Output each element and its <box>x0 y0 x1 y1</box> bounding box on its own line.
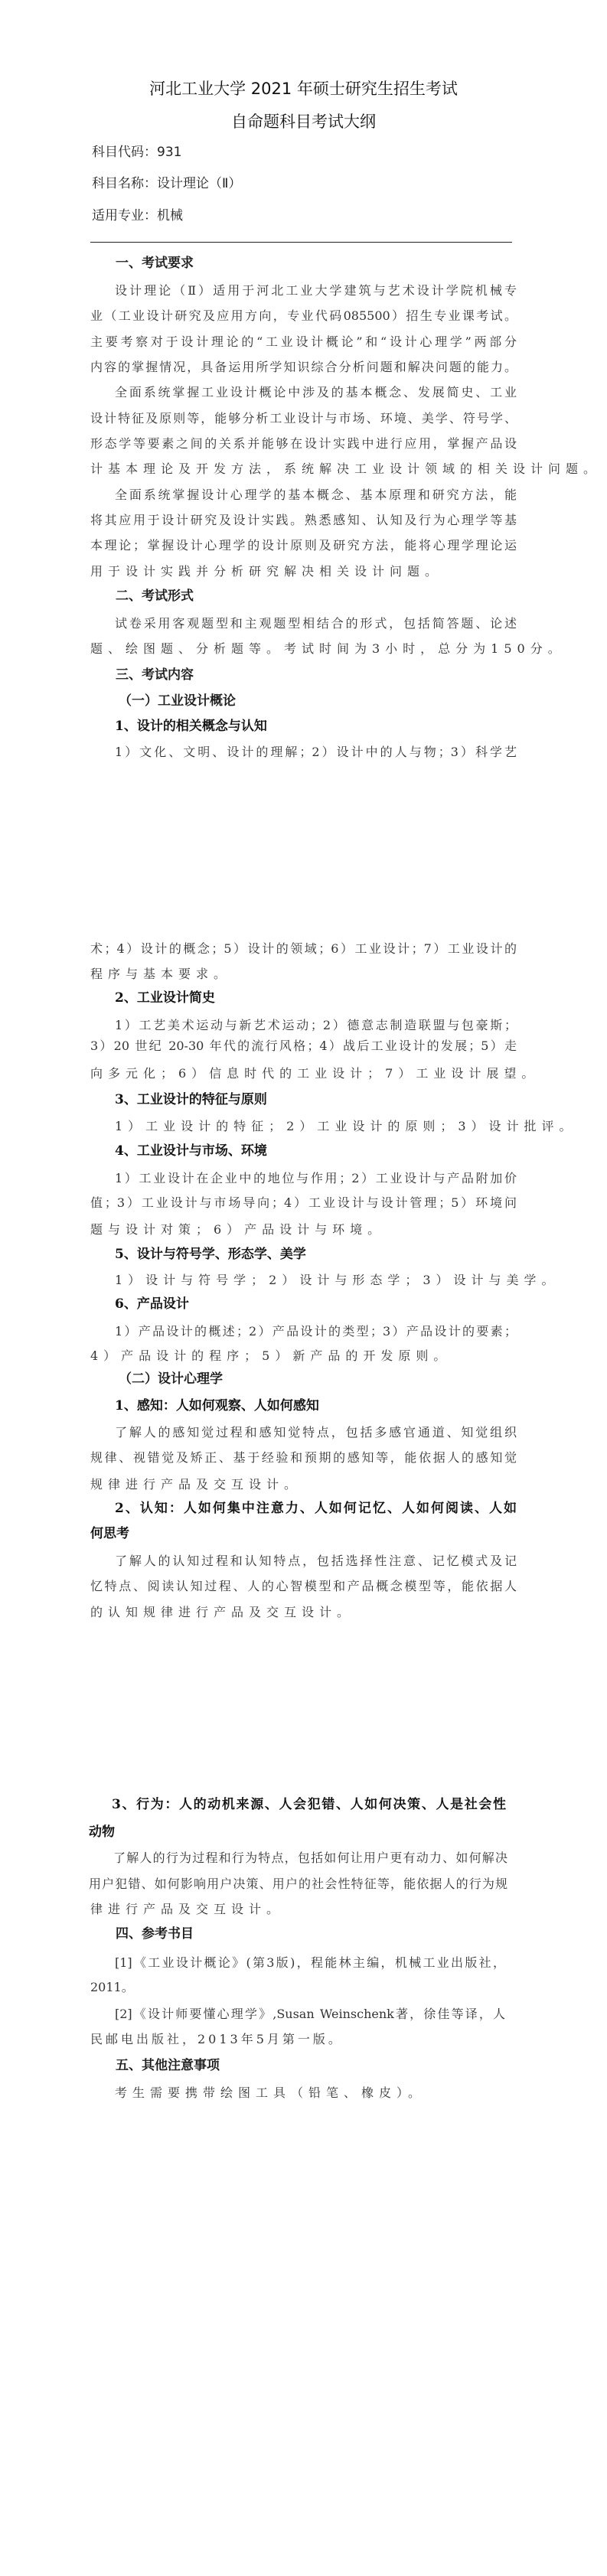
paragraph-line: 3）20 世纪 20-30 年代的流行风格；4）战后工业设计的发展；5）走 <box>90 1039 517 1053</box>
paragraph-line: 设计理论（Ⅱ）适用于河北工业大学建筑与艺术设计学院机械专 <box>115 283 517 298</box>
paragraph-line: 了解人的感知觉过程和感知觉特点，包括多感官通道、知觉组织 <box>115 1425 517 1440</box>
paragraph-line: 计基本理论及开发方法，系统解决工业设计领域的相关设计问题。 <box>90 461 602 476</box>
paragraph-line: 的认知规律进行产品及交互设计。 <box>90 1605 355 1619</box>
paragraph-line: 了解人的认知过程和认知特点，包括选择性注意、记忆模式及记 <box>115 1554 517 1568</box>
topic-heading-continued: 何思考 <box>90 1526 129 1541</box>
paragraph-line: 考生需要携带绘图工具（铅笔、橡皮）。 <box>115 2085 426 2100</box>
topic-heading: 6、产品设计 <box>115 1296 189 1312</box>
document-title: 河北工业大学 2021 年硕士研究生招生考试 <box>149 80 458 98</box>
topic-heading: 3、工业设计的特征与原则 <box>115 1092 267 1107</box>
reference-item: [2]《设计师要懂心理学》,Susan Weinschenk著，徐佳等译，人 <box>115 2007 505 2021</box>
paragraph-line: 主要考察对于设计理论的“工业设计概论”和“设计心理学”两部分 <box>90 334 517 349</box>
topic-heading: 3、行为：人的动机来源、人会犯错、人如何决策、人是社会性 <box>112 1797 506 1812</box>
topic-heading-continued: 动物 <box>89 1824 115 1840</box>
topic-heading: 1、感知：人如何观察、人如何感知 <box>115 1398 319 1414</box>
paragraph-line: 全面系统掌握设计心理学的基本概念、基本原理和研究方法，能 <box>115 487 517 502</box>
paragraph-line: 试卷采用客观题型和主观题型相结合的形式，包括简答题、论述 <box>115 616 517 631</box>
subject-name: 科目名称：设计理论（Ⅱ） <box>92 176 242 191</box>
paragraph-line: 用户犯错、如何影响用户决策、用户的社会性特征等，能依据人的行为规 <box>89 1877 507 1891</box>
applicable-major: 适用专业：机械 <box>92 208 183 223</box>
paragraph-line: 将其应用于设计研究及设计实践。熟悉感知、认知及行为心理学等基 <box>90 513 517 527</box>
topic-heading: 2、工业设计简史 <box>115 990 215 1006</box>
reference-item: [1]《工业设计概论》(第3版)，程能林主编，机械工业出版社， <box>115 1955 505 1970</box>
section-heading-exam-content: 三、考试内容 <box>116 667 194 683</box>
topic-heading: 5、设计与符号学、形态学、美学 <box>115 1247 306 1262</box>
reference-item-continued: 2011。 <box>90 1980 134 1994</box>
paragraph-line: 形态学等要素之间的关系并能够在设计实践中进行应用，掌握产品设 <box>90 436 517 451</box>
paragraph-line: 用于设计实践并分析研究解决相关设计问题。 <box>90 564 443 579</box>
topic-heading: 2、认知：人如何集中注意力、人如何记忆、人如何阅读、人如 <box>115 1501 517 1516</box>
topic-heading: 4、工业设计与市场、环境 <box>115 1143 267 1159</box>
subsection-heading-industrial-design: （一）工业设计概论 <box>119 693 236 709</box>
paragraph-line: 业（工业设计研究及应用方向，专业代码085500）招生专业课考试。 <box>90 308 517 323</box>
paragraph-line: 1）工艺美术运动与新艺术运动；2）德意志制造联盟与包豪斯； <box>115 1018 517 1032</box>
paragraph-line: 向多元化；6）信息时代的工业设计；7）工业设计展望。 <box>90 1066 540 1081</box>
paragraph-line: 1）文化、文明、设计的理解；2）设计中的人与物；3）科学艺 <box>115 745 517 759</box>
paragraph-line: 术；4）设计的概念；5）设计的领域；6）工业设计；7）工业设计的 <box>90 941 517 956</box>
paragraph-line: 4）产品设计的程序；5）新产品的开发原则。 <box>90 1348 452 1363</box>
document-subtitle: 自命题科目考试大纲 <box>231 112 376 131</box>
paragraph-line: 本理论；掌握设计心理学的设计原则及研究方法，能将心理学理论运 <box>90 538 517 553</box>
section-heading-exam-format: 二、考试形式 <box>116 589 194 604</box>
paragraph-line: 题、绘图题、分析题等。考试时间为3小时，总分为150分。 <box>90 641 566 656</box>
paragraph-line: 设计特征及原则等，能够分析工业设计与市场、环境、美学、符号学、 <box>90 411 517 426</box>
paragraph-line: 1）产品设计的概述；2）产品设计的类型；3）产品设计的要素； <box>115 1324 517 1339</box>
paragraph-line: 1）工业设计在企业中的地位与作用；2）工业设计与产品附加价 <box>115 1171 517 1185</box>
paragraph-line: 规律进行产品及交互设计。 <box>90 1477 302 1492</box>
paragraph-line: 全面系统掌握工业设计概论中涉及的基本概念、发展简史、工业 <box>115 385 517 399</box>
paragraph-line: 内容的掌握情况，具备运用所学知识综合分析问题和解决问题的能力。 <box>90 360 517 374</box>
paragraph-line: 忆特点、阅读认知过程、人的心智模型和产品概念模型等，能依据人 <box>90 1579 517 1593</box>
paragraph-line: 规律、视错觉及矫正、基于经验和预期的感知等，能依据人的感知觉 <box>90 1450 517 1465</box>
topic-heading: 1、设计的相关概念与认知 <box>115 719 267 734</box>
paragraph-line: 程序与基本要求。 <box>90 967 232 981</box>
paragraph-line: 1）工业设计的特征；2）工业设计的原则；3）设计批评。 <box>115 1119 577 1133</box>
subject-code: 科目代码：931 <box>92 145 182 160</box>
paragraph-line: 1）设计与符号学；2）设计与形态学；3）设计与美学。 <box>115 1273 560 1287</box>
header-divider <box>90 242 512 243</box>
reference-item-continued: 民邮电出版社，2013年5月第一版。 <box>90 2032 344 2046</box>
paragraph-line: 值；3）工业设计与市场导向；4）工业设计与设计管理；5）环境问 <box>90 1195 517 1210</box>
section-heading-exam-requirements: 一、考试要求 <box>116 256 194 271</box>
section-heading-references: 四、参考书目 <box>116 1926 194 1942</box>
paragraph-line: 题与设计对策；6）产品设计与环境。 <box>90 1222 386 1237</box>
paragraph-line: 了解人的行为过程和行为特点，包括如何让用户更有动力、如何解决 <box>113 1850 507 1865</box>
section-heading-notes: 五、其他注意事项 <box>116 2058 220 2073</box>
subsection-heading-design-psychology: （二）设计心理学 <box>119 1371 223 1387</box>
paragraph-line: 律进行产品及交互设计。 <box>90 1902 285 1916</box>
